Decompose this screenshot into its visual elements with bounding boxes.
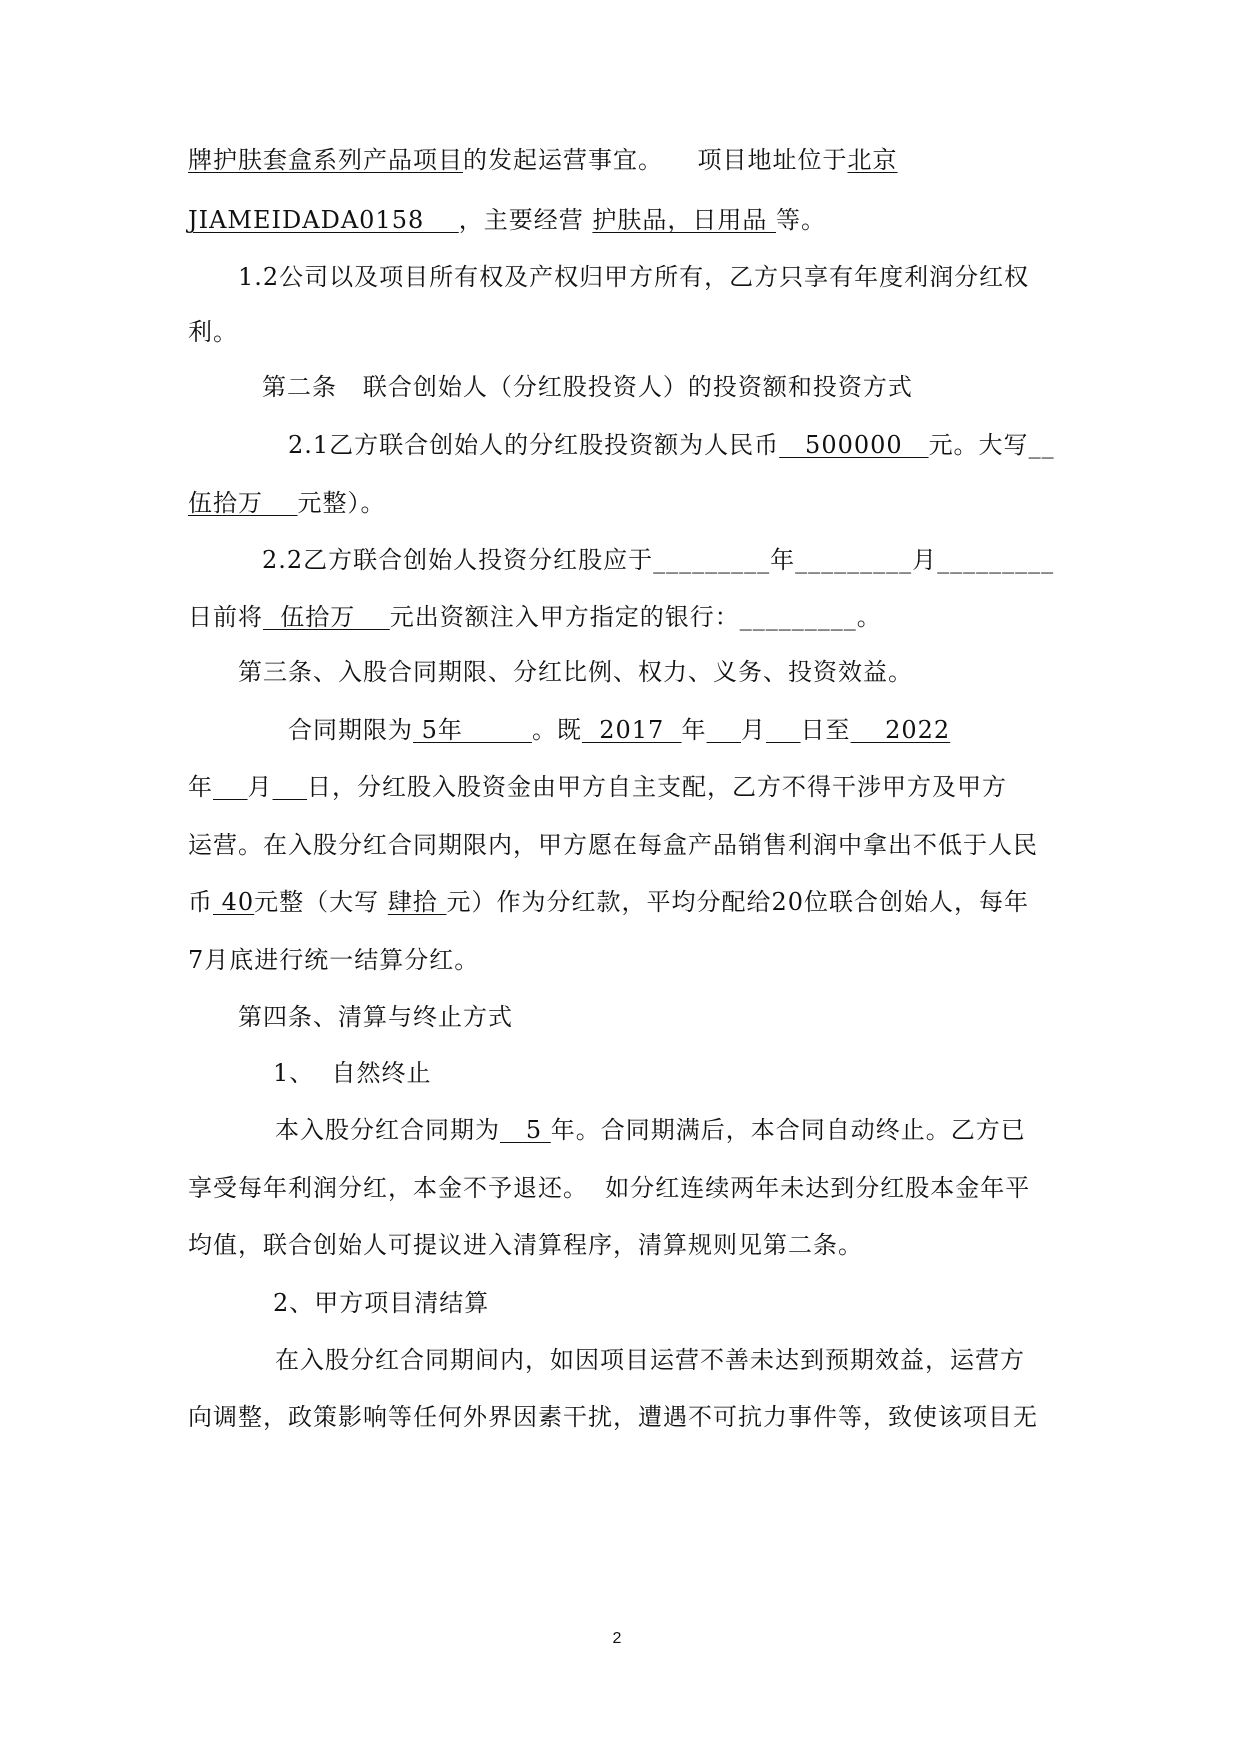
text-segment: 合同期限为 [288, 716, 413, 744]
filled-blank: JIAMEIDADA0158 [188, 206, 459, 234]
text-segment: 享受每年利润分红，本金不予退还。 如分红连续两年未达到分红股本金年平 [188, 1174, 1031, 1202]
filled-blank: 5 [500, 1116, 551, 1144]
text-segment: 元整（大写 [254, 888, 388, 916]
text-segment: 日，分红股入股资金由甲方自主支配，乙方不得干涉甲方及甲方 [307, 773, 1008, 801]
text-segment: 在入股分红合同期间内，如因项目运营不善未达到预期效益，运营方 [275, 1346, 1025, 1374]
text-line [188, 945, 479, 975]
text-segment: 年 [188, 773, 213, 801]
text-line [188, 488, 386, 518]
text-segment: 本入股分红合同期为 [275, 1116, 500, 1144]
text-segment: 2.2乙方联合创始人投资分红股应于 [262, 546, 654, 574]
text-line [188, 1402, 1038, 1432]
text-segment: 年。合同期满后，本合同自动终止。乙方已 [550, 1116, 1026, 1144]
filled-blank: 伍拾万 [188, 489, 298, 517]
filled-blank: 5年 [413, 716, 532, 744]
text-segment: 元出资额注入甲方指定的银行： [389, 603, 740, 631]
filled-blank: 北京 [847, 146, 898, 174]
text-segment: ，主要经营 [458, 206, 593, 234]
text-segment: 。既 [531, 716, 582, 744]
text-segment: 第二条 联合创始人（分红股投资人）的投资额和投资方式 [262, 373, 913, 401]
text-segment: 月 [912, 546, 938, 574]
text-line [262, 372, 913, 402]
text-line [275, 1345, 1025, 1375]
text-segment: __ [1028, 431, 1055, 459]
text-line [188, 317, 238, 347]
text-segment: 年 [770, 546, 796, 574]
text-segment: 1、 自然终止 [273, 1059, 432, 1087]
text-segment: _________ [795, 546, 913, 574]
text-line [188, 145, 898, 175]
text-segment: _________ [653, 546, 771, 574]
text-segment: 月 [247, 773, 273, 801]
text-segment: 均值，联合创始人可提议进入清算程序，清算规则见第二条。 [188, 1231, 863, 1259]
page-number: 2 [612, 1630, 622, 1647]
text-segment: 元。大写 [928, 431, 1029, 459]
text-line [262, 545, 1054, 575]
filled-blank [766, 716, 801, 744]
text-segment: 月 [741, 716, 767, 744]
text-segment: 。 [856, 603, 882, 631]
text-line [188, 830, 1038, 860]
text-segment: 2、甲方项目清结算 [273, 1289, 490, 1317]
text-segment: 利。 [188, 318, 238, 346]
filled-blank [273, 773, 308, 801]
filled-blank: 2017 [581, 716, 682, 744]
text-segment: 运营。在入股分红合同期限内，甲方愿在每盒产品销售利润中拿出不低于人民 [188, 831, 1038, 859]
text-segment: 第三条、入股合同期限、分红比例、权力、义务、投资效益。 [238, 658, 913, 686]
text-line [288, 715, 950, 745]
text-segment: _________ [739, 603, 857, 631]
text-segment: 等。 [776, 206, 827, 234]
text-segment: 向调整，政策影响等任何外界因素干扰，遭遇不可抗力事件等，致使该项目无 [188, 1403, 1038, 1431]
text-line [238, 657, 913, 687]
filled-blank: 伍拾万 [263, 603, 390, 631]
text-line [273, 1288, 489, 1318]
text-segment: 元）作为分红款，平均分配给20位联合创始人，每年 [446, 888, 1029, 916]
text-line [273, 1058, 432, 1088]
text-line [188, 1173, 1030, 1203]
filled-blank: 40 [213, 888, 255, 916]
text-line [188, 887, 1029, 917]
text-segment: 币 [188, 888, 213, 916]
text-segment: _________ [937, 546, 1055, 574]
text-line [288, 430, 1055, 460]
text-segment: 第四条、清算与终止方式 [238, 1003, 513, 1031]
text-line [275, 1115, 1026, 1145]
text-line [188, 205, 826, 235]
text-line [188, 772, 1007, 802]
filled-blank: 牌护肤套盒系列产品项目 [188, 146, 463, 174]
text-segment: 年 [681, 716, 707, 744]
text-segment: 的发起运营事宜。 项目地址位于 [463, 146, 848, 174]
filled-blank: 肆拾 [387, 888, 447, 916]
text-line [188, 602, 882, 632]
text-segment: 1.2公司以及项目所有权及产权归甲方所有，乙方只享有年度利润分红权 [238, 263, 1030, 291]
filled-blank [707, 716, 742, 744]
text-segment: 日至 [800, 716, 851, 744]
filled-blank: 500000 [779, 431, 929, 459]
text-segment: 日前将 [188, 603, 263, 631]
filled-blank: 2022 [850, 716, 951, 744]
text-segment: 7月底进行统一结算分红。 [188, 946, 480, 974]
filled-blank [213, 773, 248, 801]
text-line [238, 262, 1029, 292]
text-line [238, 1002, 513, 1032]
text-line [188, 1230, 863, 1260]
text-segment: 元整）。 [297, 489, 386, 517]
filled-blank: 护肤品，日用品 [592, 206, 777, 234]
text-segment: 2.1乙方联合创始人的分红股投资额为人民币 [288, 431, 780, 459]
